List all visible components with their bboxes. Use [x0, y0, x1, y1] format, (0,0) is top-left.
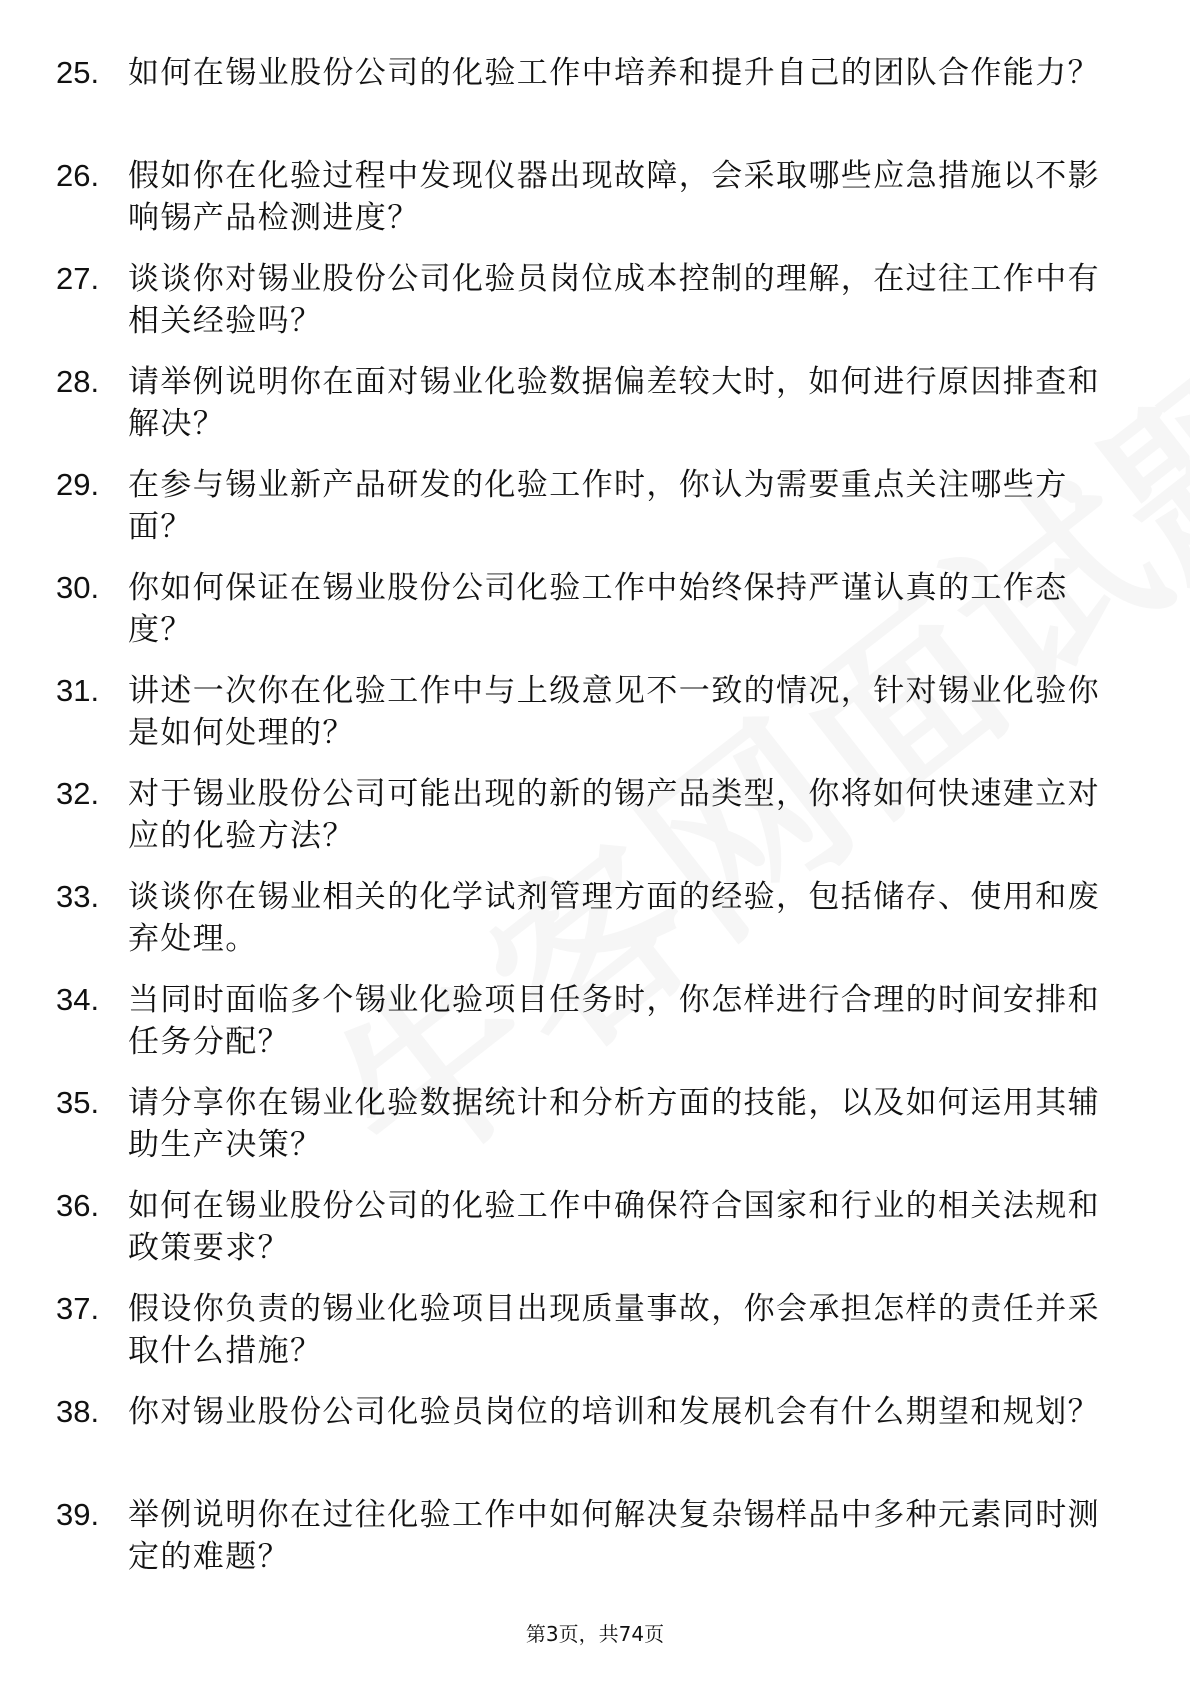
page-footer [0, 1620, 1190, 1648]
question-item-39 [0, 1494, 1190, 1597]
question-text: 如何在锡业股份公司的化验工作中确保符合国家和行业的相关法规和政策要求？ [128, 1188, 1100, 1266]
question-item-25 [0, 52, 1190, 155]
question-number: 36. [56, 1188, 100, 1223]
question-item-28 [0, 361, 1190, 464]
question-text: 请举例说明你在面对锡业化验数据偏差较大时，如何进行原因排查和解决？ [128, 364, 1100, 442]
question-item-31 [0, 670, 1190, 773]
question-item-26 [0, 155, 1190, 258]
question-item-29 [0, 464, 1190, 567]
question-text: 假如你在化验过程中发现仪器出现故障，会采取哪些应急措施以不影响锡产品检测进度？ [128, 158, 1100, 236]
question-number: 27. [56, 261, 100, 296]
question-text: 你对锡业股份公司化验员岗位的培训和发展机会有什么期望和规划？ [128, 1394, 1100, 1430]
question-item-35 [0, 1082, 1190, 1185]
question-item-36 [0, 1185, 1190, 1288]
question-list [0, 52, 1190, 1597]
question-number: 39. [56, 1497, 100, 1532]
question-number: 35. [56, 1085, 100, 1120]
question-number: 25. [56, 55, 100, 90]
question-item-37 [0, 1288, 1190, 1391]
question-text: 请分享你在锡业化验数据统计和分析方面的技能，以及如何运用其辅助生产决策？ [128, 1085, 1100, 1163]
question-number: 38. [56, 1394, 100, 1429]
question-number: 34. [56, 982, 100, 1017]
question-item-33 [0, 876, 1190, 979]
question-text: 讲述一次你在化验工作中与上级意见不一致的情况，针对锡业化验你是如何处理的？ [128, 673, 1100, 751]
question-number: 33. [56, 879, 100, 914]
question-text: 你如何保证在锡业股份公司化验工作中始终保持严谨认真的工作态度？ [128, 570, 1068, 648]
question-text: 对于锡业股份公司可能出现的新的锡产品类型，你将如何快速建立对应的化验方法？ [128, 776, 1100, 854]
question-number: 32. [56, 776, 100, 811]
question-text: 举例说明你在过往化验工作中如何解决复杂锡样品中多种元素同时测定的难题？ [128, 1497, 1100, 1575]
question-number: 26. [56, 158, 100, 193]
question-text: 谈谈你对锡业股份公司化验员岗位成本控制的理解，在过往工作中有相关经验吗？ [128, 261, 1100, 339]
question-item-32 [0, 773, 1190, 876]
question-item-34 [0, 979, 1190, 1082]
question-text: 假设你负责的锡业化验项目出现质量事故，你会承担怎样的责任并采取什么措施？ [128, 1291, 1100, 1369]
question-number: 31. [56, 673, 100, 708]
question-text: 当同时面临多个锡业化验项目任务时，你怎样进行合理的时间安排和任务分配？ [128, 982, 1100, 1060]
question-text: 如何在锡业股份公司的化验工作中培养和提升自己的团队合作能力？ [128, 55, 1100, 91]
question-item-30 [0, 567, 1190, 670]
page-number-label: 第3页，共74页 [525, 1622, 665, 1646]
question-number: 30. [56, 570, 100, 605]
question-item-27 [0, 258, 1190, 361]
question-number: 37. [56, 1291, 100, 1326]
question-number: 29. [56, 467, 100, 502]
question-text: 在参与锡业新产品研发的化验工作时，你认为需要重点关注哪些方面？ [128, 467, 1068, 545]
question-item-38 [0, 1391, 1190, 1494]
question-text: 谈谈你在锡业相关的化学试剂管理方面的经验，包括储存、使用和废弃处理。 [128, 879, 1100, 957]
question-number: 28. [56, 364, 100, 399]
